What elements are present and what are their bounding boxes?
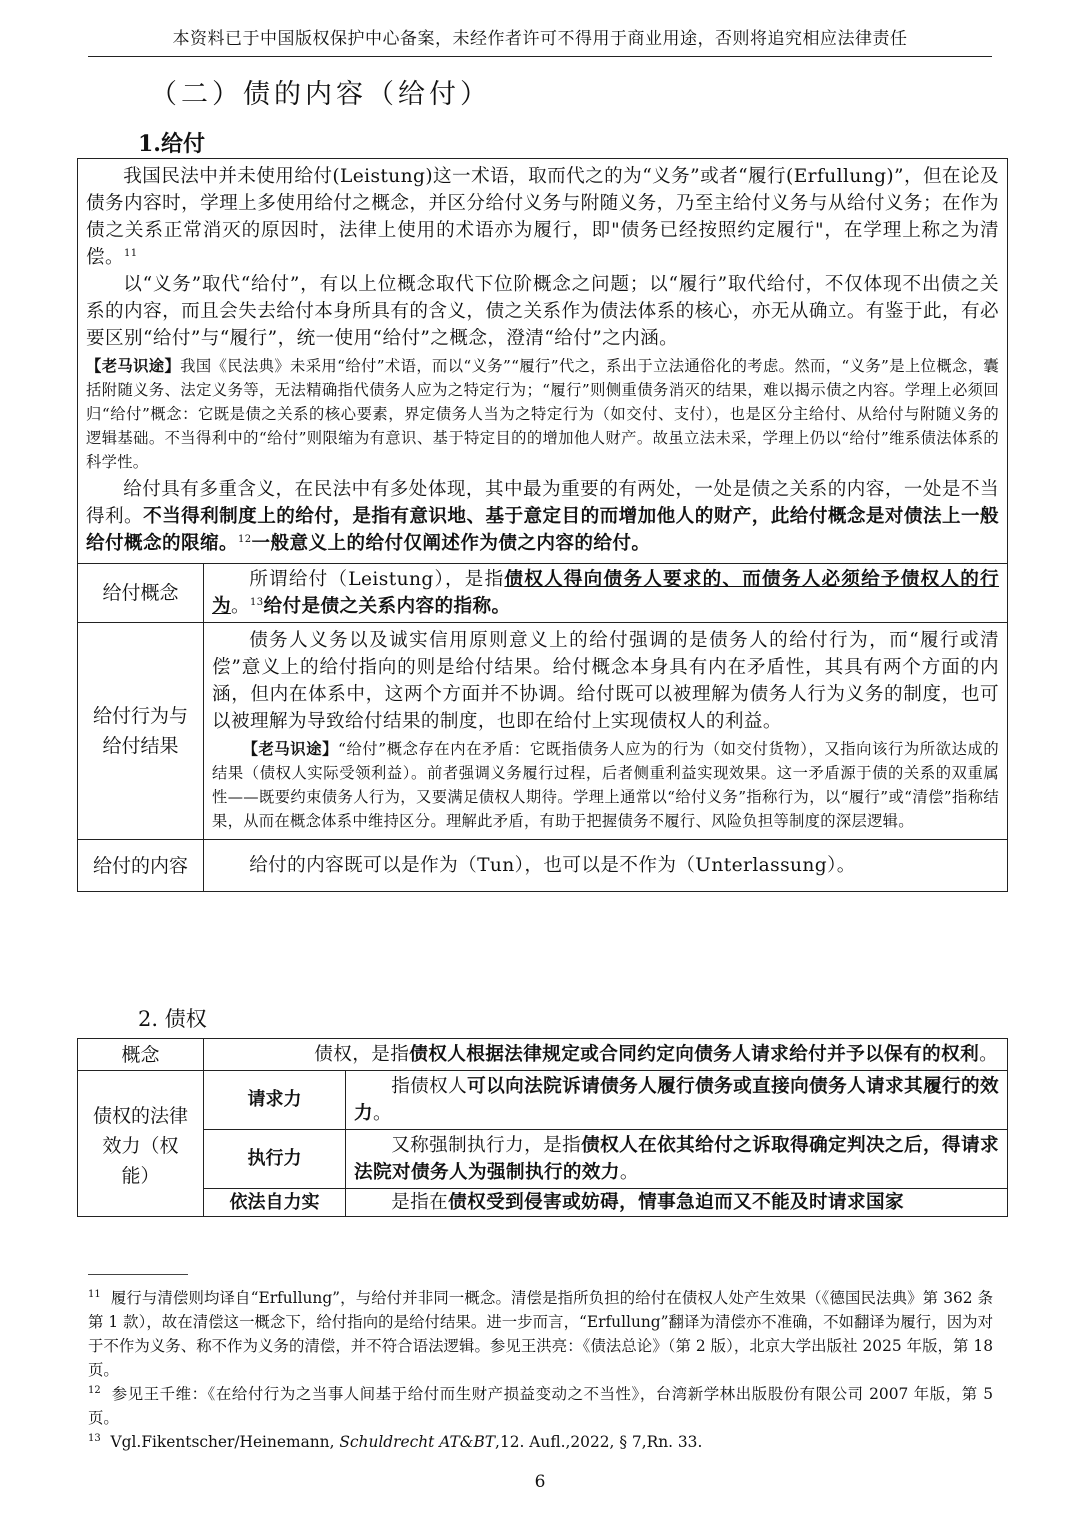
footnote-13-text-italic: Schuldrecht AT&BT: [339, 1433, 496, 1451]
claim-concept-text-b: 债权人根据法律规定或合同约定向债务人请求给付并予以保有的权利: [409, 1044, 980, 1065]
effect-text-request-c: 。: [373, 1103, 392, 1124]
effect-text-selfhelp-b: 债权受到侵害或妨碍，情事急迫而又不能及时请求国家: [448, 1192, 905, 1213]
mentor-note-text: 我国《民法典》未采用“给付”术语，而以“义务”“履行”代之，系出于立法通俗化的考虑。然而，“义务”是上位概念，囊括附随义务、法定义务等，无法精确指代债务人应为之特定行为；“履行”则侧重债务消灭的结果，难以揭示债之内容。学理上必须回归“给付”概念：它既是债之关系的核心要素，界定债务人当为之特定行为（如交付、支付），也是区分主给付、从给付与附随义务的逻辑基础。不当得利中的“给付”则限缩为有意识、基于特定目的的增加他人财产。故虽立法未采，学理上仍以“给付”维系债法体系的科学性。: [86, 357, 1000, 471]
concept-cell: [204, 564, 1008, 623]
effect-name-enforce: 执行力: [204, 1130, 346, 1189]
footnote-13-number: 13: [88, 1432, 101, 1444]
effect-text-selfhelp-a: 是指在: [391, 1192, 449, 1213]
effect-name-request: 请求力: [204, 1071, 346, 1130]
intro-cell: [78, 159, 1008, 564]
content-text: 给付的内容既可以是作为（Tun），也可以是不作为（Unterlassung）。: [249, 855, 856, 876]
footnote-13: [88, 1430, 993, 1454]
mentor-note-2: [212, 737, 999, 833]
footnote-12-text: 参见王千维：《在给付行为之当事人间基于给付而生财产损益变动之不当性》，台湾新学林出版股份有限公司 2007 年版，第 5 页。: [88, 1385, 993, 1427]
subsection-title-payment: 1.给付: [138, 131, 205, 157]
footnote-12-number: 12: [88, 1384, 101, 1396]
concept-text: [212, 566, 999, 620]
claim-effect-row-selfhelp: [78, 1189, 1008, 1217]
footnote-12: [88, 1382, 993, 1430]
footnotes: [88, 1286, 993, 1454]
footnote-11: [88, 1286, 993, 1382]
mentor-note-label: 【老马识途】: [86, 357, 181, 375]
payment-table: [77, 158, 1008, 892]
effect-name-selfhelp: 依法自力实: [204, 1189, 346, 1217]
act-result-row: [78, 623, 1008, 840]
claim-effect-row-enforce: [78, 1130, 1008, 1189]
act-result-text: 债务人义务以及诚实信用原则意义上的给付强调的是债务人的给付行为，而“履行或清偿”意义上的给付指向的则是给付结果。给付概念本身具有内在矛盾性，其具有两个方面的内涵，但内在体系中，这两个方面并不协调。给付既可以被理解为债务人行为义务的制度，也可以被理解为导致给付结果的制度，也即在给付上实现债权人的利益。: [212, 630, 1000, 732]
effect-text-selfhelp: [354, 1189, 999, 1216]
effect-text-enforce-a: 又称强制执行力，是指: [391, 1135, 582, 1156]
concept-text-b: 债权人得向债务人要求的、而债务人必须给予债权人的行为: [212, 569, 999, 617]
mentor-note-2-text: “给付”概念存在内在矛盾：它既指债务人应为的行为（如交付货物），又指向该行为所欲达成的结果（债权人实际受领利益）。前者强调义务履行过程，后者侧重利益实现效果。这一矛盾源于债的关系的双重属性——既要约束债务人行为，又要满足债权人期待。学理上通常以“给付义务”指称行为，以“履行”或“清偿”指称结果，从而在概念体系中维持区分。理解此矛盾，有助于把握债务不履行、风险负担等制度的深层逻辑。: [212, 740, 1000, 830]
section-title: （二）债的内容（给付）: [150, 79, 491, 110]
intro-p1-text: 我国民法中并未使用给付(Leistung)这一术语，取而代之的为“义务”或者“履行(Erfullung)”，但在论及债务内容时，学理上多使用给付之概念，并区分给付义务与附随义务，乃至主给付义务与从给付义务；在作为债之关系正常消灭的原因时，法律上使用的术语亦为履行，即"债务已经按照约定履行"，在学理上称之为清偿。: [86, 166, 1000, 268]
effect-text-enforce-b: 债权人在依其给付之诉取得确定判决之后，得请求法院对债务人为强制执行的效力: [354, 1135, 1000, 1183]
claim-effect-row-request: [78, 1071, 1008, 1130]
footnote-11-text: 履行与清偿则均译自“Erfullung”，与给付并非同一概念。清偿是指所负担的给付在债权人处产生效果（《德国民法典》第 362 条第 1 款），故在清偿这一概念下，给付指向的是给付结果。进一步而言，“Erfullung”翻译为清偿亦不准确，不如翻译为履行，因为对于不作为义务、称不作为义务的清偿，并不符合语法逻辑。参见王洪亮：《债法总论》（第 2 版），北京大学出版社 2025 年版，第 18 页。: [88, 1289, 993, 1379]
concept-text-a: 所谓给付（Leistung），是指: [249, 569, 505, 590]
effect-cell-enforce: [346, 1130, 1008, 1189]
page-number: 6: [534, 1472, 546, 1492]
claim-effect-label: 债权的法律效力（权能）: [78, 1071, 204, 1217]
claim-table: [77, 1038, 1008, 1217]
claim-concept-cell: [204, 1039, 1008, 1071]
claim-concept-text-a: 债权，是指: [314, 1044, 410, 1065]
concept-label: 给付概念: [78, 564, 204, 623]
concept-text-d: 给付是债之关系内容的指称。: [263, 596, 511, 617]
intro-paragraph-2: 以“义务”取代“给付”，有以上位概念取代下位阶概念之问题；以“履行”取代给付，不仅体现不出债之关系的内容，而且会失去给付本身所具有的含义，债之关系作为债法体系的核心，亦无从确立。有鉴于此，有必要区别“给付”与“履行”，统一使用“给付”之概念，澄清“给付”之内涵。: [86, 274, 1000, 349]
footnote-ref-11[interactable]: 11: [124, 247, 138, 259]
footnote-separator: [88, 1274, 188, 1275]
act-result-label: 给付行为与给付结果: [78, 623, 204, 840]
footnote-11-number: 11: [88, 1288, 101, 1300]
intro-p3-text: 给付具有多重含义，在民法中有多处体现，其中最为重要的有两处，一处是债之关系的内容，一处是不当得利。: [86, 479, 1000, 527]
mentor-note-1: [86, 354, 999, 474]
intro-row: [78, 159, 1008, 564]
intro-paragraph-3: [86, 476, 999, 557]
effect-cell-request: [346, 1071, 1008, 1130]
claim-concept-label: 概念: [78, 1039, 204, 1071]
copyright-header: 本资料已于中国版权保护中心备案，未经作者许可不得用于商业用途，否则将追究相应法律责任: [88, 22, 992, 57]
claim-concept-text-c: 。: [979, 1044, 999, 1065]
effect-cell-selfhelp: [346, 1189, 1008, 1217]
content-row: [78, 840, 1008, 892]
content-label: 给付的内容: [78, 840, 204, 892]
effect-text-request: [354, 1073, 999, 1127]
intro-p3-bold: 不当得利制度上的给付，是指有意识地、基于意定目的而增加他人的财产，此给付概念是对债法上一般给付概念的限缩。: [86, 506, 1000, 554]
effect-text-request-b: 可以向法院诉请债务人履行债务或直接向债务人请求其履行的效力: [354, 1076, 1000, 1124]
footnote-ref-13[interactable]: 13: [250, 596, 264, 608]
claim-concept-row: [78, 1039, 1008, 1071]
concept-text-c: 。: [231, 596, 250, 617]
content-cell: [204, 840, 1008, 892]
intro-paragraph-1: [86, 163, 999, 271]
effect-text-enforce: [354, 1132, 999, 1186]
intro-p3-bold-2: 一般意义上的给付仅阐述作为债之内容的给付。: [251, 533, 651, 554]
effect-text-enforce-c: 。: [619, 1162, 639, 1183]
footnote-13-text-c: ,12. Aufl.,2022, § 7,Rn. 33.: [495, 1433, 703, 1451]
act-result-cell: [204, 623, 1008, 840]
footnote-13-text-a: Vgl.Fikentscher/Heinemann,: [110, 1433, 340, 1451]
footnote-ref-12[interactable]: 12: [237, 533, 252, 545]
mentor-note-2-label: 【老马识途】: [242, 740, 339, 758]
concept-row: [78, 564, 1008, 623]
effect-text-request-a: 指债权人: [391, 1076, 468, 1097]
claim-concept-text: [212, 1041, 999, 1068]
subsection-title-claim: 2. 债权: [138, 1007, 207, 1031]
